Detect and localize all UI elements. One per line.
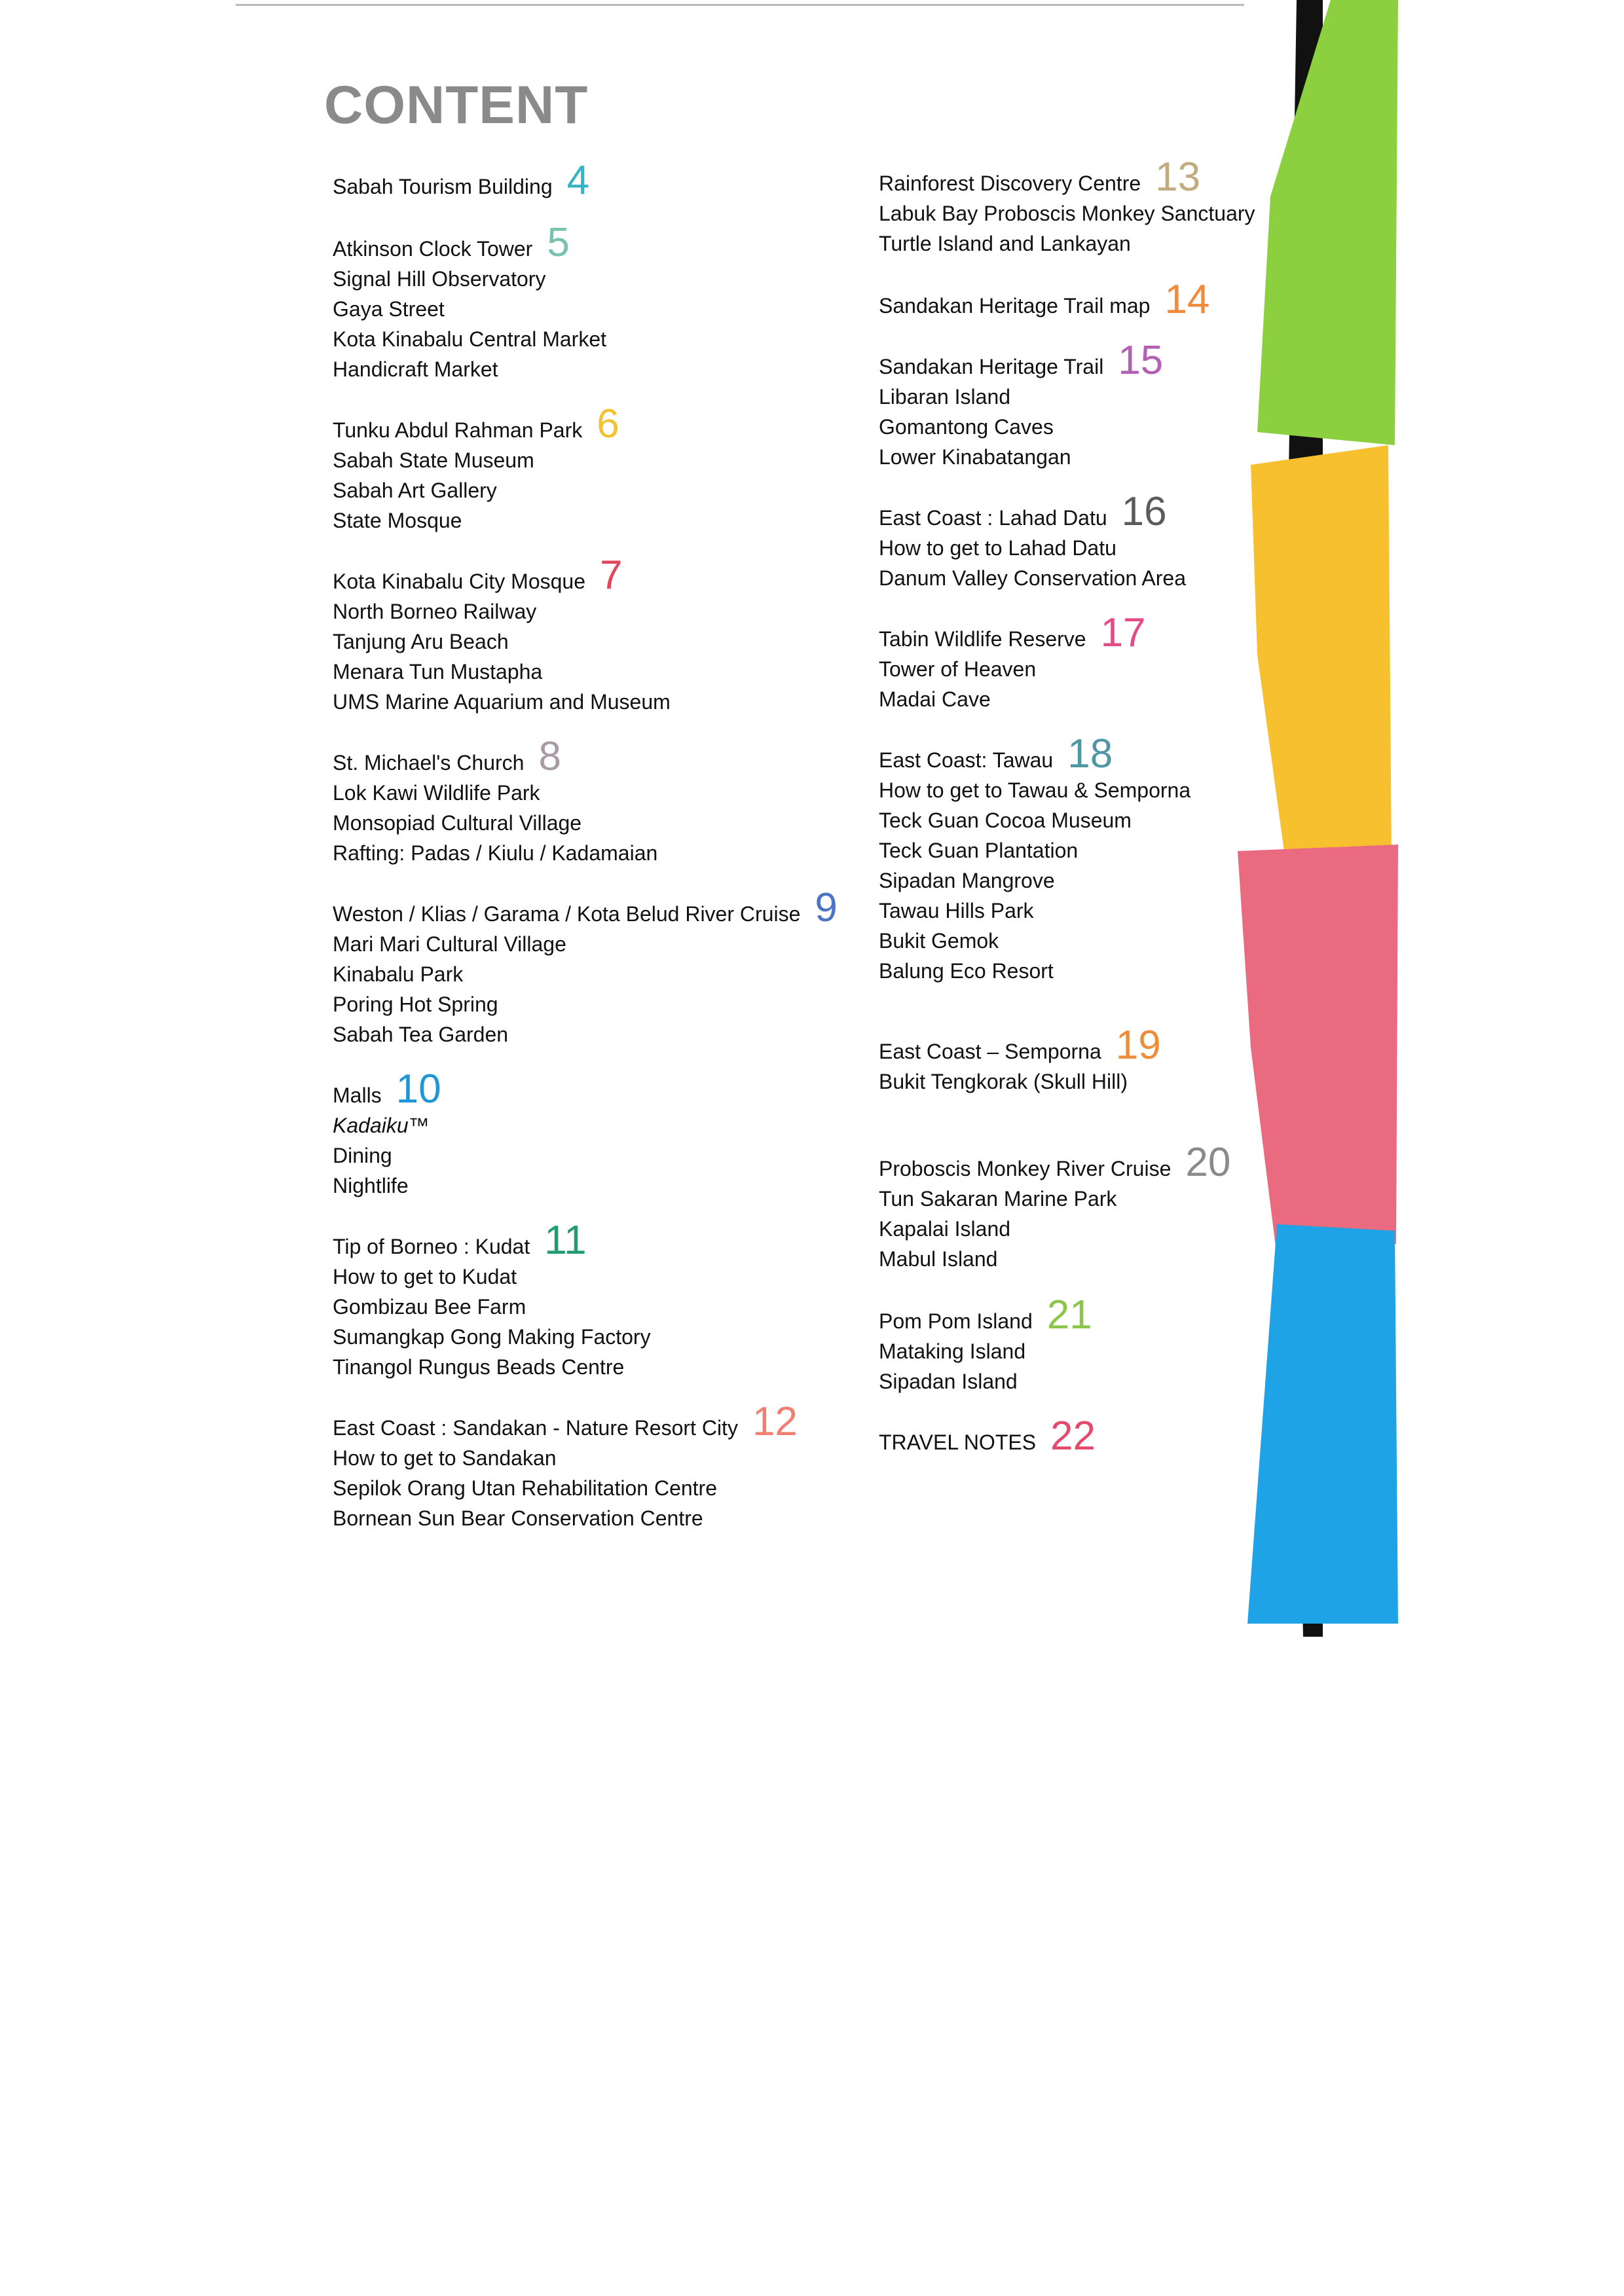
page-number: 15 xyxy=(1118,338,1164,383)
toc-item: Tower of Heaven xyxy=(879,657,1037,681)
toc-heading-line xyxy=(333,1220,870,1262)
toc-heading: Tabin Wildlife Reserve xyxy=(879,627,1086,651)
page-number: 11 xyxy=(544,1218,587,1263)
toc-item: How to get to Kudat xyxy=(333,1265,517,1288)
toc-heading: Proboscis Monkey River Cruise xyxy=(879,1157,1172,1180)
toc-heading-line xyxy=(879,1292,1278,1338)
toc-heading-line xyxy=(879,340,1278,382)
toc-item: Sipadan Island xyxy=(879,1370,1018,1393)
toc-item: Kinabalu Park xyxy=(333,962,464,986)
toc-item: Gaya Street xyxy=(333,297,445,321)
toc-item: Lower Kinabatangan xyxy=(879,445,1071,469)
toc-item: Teck Guan Cocoa Museum xyxy=(879,809,1132,832)
toc-item: Nightlife xyxy=(333,1174,409,1197)
toc-heading: Sabah Tourism Building xyxy=(333,175,553,198)
page-number: 5 xyxy=(547,220,570,265)
toc-item: Bukit Tengkorak (Skull Hill) xyxy=(879,1070,1128,1093)
toc-item: How to get to Sandakan xyxy=(333,1446,557,1470)
toc-section xyxy=(879,1142,1278,1274)
toc-heading: East Coast : Sandakan - Nature Resort City xyxy=(333,1416,738,1440)
toc-heading-line xyxy=(879,1413,1278,1459)
toc-heading: Malls xyxy=(333,1084,382,1107)
toc-section xyxy=(333,734,870,868)
page-number: 7 xyxy=(600,553,623,598)
toc-item: Sabah State Museum xyxy=(333,448,534,472)
page-number: 22 xyxy=(1050,1413,1096,1459)
toc-left-column xyxy=(333,141,870,1533)
toc-item: Sepilok Orang Utan Rehabilitation Centre xyxy=(333,1476,717,1500)
toc-section xyxy=(879,731,1278,986)
yellow-stripe xyxy=(1251,445,1392,871)
toc-item: Signal Hill Observatory xyxy=(333,267,546,291)
toc-item: State Mosque xyxy=(333,509,462,532)
toc-item: Kota Kinabalu Central Market xyxy=(333,327,606,351)
page-number: 10 xyxy=(396,1066,441,1112)
toc-section xyxy=(333,1220,870,1382)
toc-item: Tawau Hills Park xyxy=(879,899,1034,922)
pink-stripe xyxy=(1238,845,1398,1257)
toc-heading: Kota Kinabalu City Mosque xyxy=(333,570,585,593)
toc-section xyxy=(333,1066,870,1201)
toc-heading-line xyxy=(333,1066,870,1112)
toc-heading-line xyxy=(879,277,1278,322)
toc-item: Rafting: Padas / Kiulu / Kadamaian xyxy=(333,841,658,865)
page-number: 19 xyxy=(1115,1023,1161,1068)
toc-item: Bornean Sun Bear Conservation Centre xyxy=(333,1506,703,1530)
toc-item: Kadaiku™ xyxy=(333,1114,430,1137)
toc-heading: Sandakan Heritage Trail map xyxy=(879,294,1151,318)
page-number: 4 xyxy=(566,158,590,203)
toc-item: Turtle Island and Lankayan xyxy=(879,232,1131,255)
page-number: 14 xyxy=(1164,277,1210,322)
toc-heading-line xyxy=(879,731,1278,776)
toc-item: Tanjung Aru Beach xyxy=(333,630,509,653)
toc-item: North Borneo Railway xyxy=(333,600,537,623)
toc-heading: Rainforest Discovery Centre xyxy=(879,172,1141,195)
toc-item: Balung Eco Resort xyxy=(879,959,1054,983)
toc-item: How to get to Lahad Datu xyxy=(879,536,1116,560)
toc-item: Teck Guan Plantation xyxy=(879,839,1079,862)
toc-heading: East Coast: Tawau xyxy=(879,748,1054,772)
toc-item: Handicraft Market xyxy=(333,357,498,381)
page-number: 21 xyxy=(1046,1292,1092,1338)
page-number: 13 xyxy=(1155,155,1201,200)
toc-item: Libaran Island xyxy=(879,385,1011,409)
toc-section xyxy=(879,1025,1278,1097)
page-number: 6 xyxy=(597,401,619,446)
toc-item: Sabah Tea Garden xyxy=(333,1023,509,1046)
toc-section xyxy=(879,340,1278,472)
toc-section xyxy=(879,277,1278,322)
toc-heading-line xyxy=(333,220,870,265)
toc-right-column xyxy=(879,137,1278,1457)
toc-heading-line xyxy=(879,157,1278,198)
toc-item: Dining xyxy=(333,1144,392,1167)
top-divider xyxy=(236,4,1244,6)
toc-item: Mataking Island xyxy=(879,1339,1026,1363)
toc-heading-line xyxy=(879,489,1278,534)
toc-section xyxy=(879,157,1278,259)
toc-item: UMS Marine Aquarium and Museum xyxy=(333,690,671,714)
toc-heading-line xyxy=(333,1399,870,1444)
toc-item: Danum Valley Conservation Area xyxy=(879,566,1186,590)
toc-section xyxy=(333,220,870,384)
page-number: 17 xyxy=(1100,610,1146,655)
toc-heading-line xyxy=(333,160,870,202)
blue-stripe xyxy=(1247,1224,1398,1624)
toc-section xyxy=(879,610,1278,714)
toc-item: Kapalai Island xyxy=(879,1217,1011,1241)
page-number: 20 xyxy=(1185,1140,1231,1185)
toc-heading: East Coast : Lahad Datu xyxy=(879,506,1107,530)
toc-heading-line xyxy=(879,1142,1278,1184)
page-number: 8 xyxy=(538,734,561,779)
toc-heading-line xyxy=(333,555,870,596)
green-stripe xyxy=(1257,0,1398,445)
toc-heading: TRAVEL NOTES xyxy=(879,1430,1037,1454)
toc-heading-line xyxy=(333,401,870,446)
toc-section xyxy=(879,1413,1278,1459)
toc-heading: St. Michael's Church xyxy=(333,751,525,774)
toc-item: Monsopiad Cultural Village xyxy=(333,811,582,835)
toc-heading-line xyxy=(333,885,870,930)
toc-item: Madai Cave xyxy=(879,687,991,711)
toc-item: Labuk Bay Proboscis Monkey Sanctuary xyxy=(879,202,1255,225)
page-number: 12 xyxy=(752,1399,798,1444)
color-stripe-decoration xyxy=(1231,0,1414,1637)
toc-item: Tun Sakaran Marine Park xyxy=(879,1187,1117,1211)
toc-item: Bukit Gemok xyxy=(879,929,999,953)
toc-section xyxy=(333,555,870,717)
toc-heading: East Coast – Semporna xyxy=(879,1040,1101,1063)
toc-item: Poring Hot Spring xyxy=(333,993,498,1016)
toc-heading-line xyxy=(333,734,870,779)
toc-section xyxy=(879,1292,1278,1396)
toc-heading: Weston / Klias / Garama / Kota Belud River Cruise xyxy=(333,902,801,926)
toc-heading: Pom Pom Island xyxy=(879,1309,1033,1333)
toc-item: Mabul Island xyxy=(879,1247,998,1271)
toc-heading: Tip of Borneo : Kudat xyxy=(333,1235,530,1258)
toc-item: Gombizau Bee Farm xyxy=(333,1295,526,1319)
toc-section xyxy=(879,489,1278,593)
page-number: 18 xyxy=(1067,731,1113,776)
toc-section xyxy=(333,160,870,202)
toc-section xyxy=(333,1399,870,1533)
toc-section xyxy=(333,885,870,1049)
toc-item: Sipadan Mangrove xyxy=(879,869,1055,892)
toc-item: How to get to Tawau & Semporna xyxy=(879,778,1191,802)
toc-item: Mari Mari Cultural Village xyxy=(333,932,566,956)
toc-heading-line xyxy=(879,610,1278,655)
toc-item: Sumangkap Gong Making Factory xyxy=(333,1325,651,1349)
toc-item: Lok Kawi Wildlife Park xyxy=(333,781,540,805)
toc-item: Sabah Art Gallery xyxy=(333,479,497,502)
page-number: 9 xyxy=(815,885,838,930)
toc-item: Gomantong Caves xyxy=(879,415,1054,439)
page-title: CONTENT xyxy=(324,75,589,135)
page-number: 16 xyxy=(1121,489,1167,534)
toc-heading: Sandakan Heritage Trail xyxy=(879,355,1104,378)
toc-section xyxy=(333,401,870,536)
toc-heading-line xyxy=(879,1025,1278,1066)
toc-item: Tinangol Rungus Beads Centre xyxy=(333,1355,625,1379)
toc-heading: Tunku Abdul Rahman Park xyxy=(333,418,583,442)
toc-heading: Atkinson Clock Tower xyxy=(333,237,533,261)
toc-item: Menara Tun Mustapha xyxy=(333,660,543,683)
